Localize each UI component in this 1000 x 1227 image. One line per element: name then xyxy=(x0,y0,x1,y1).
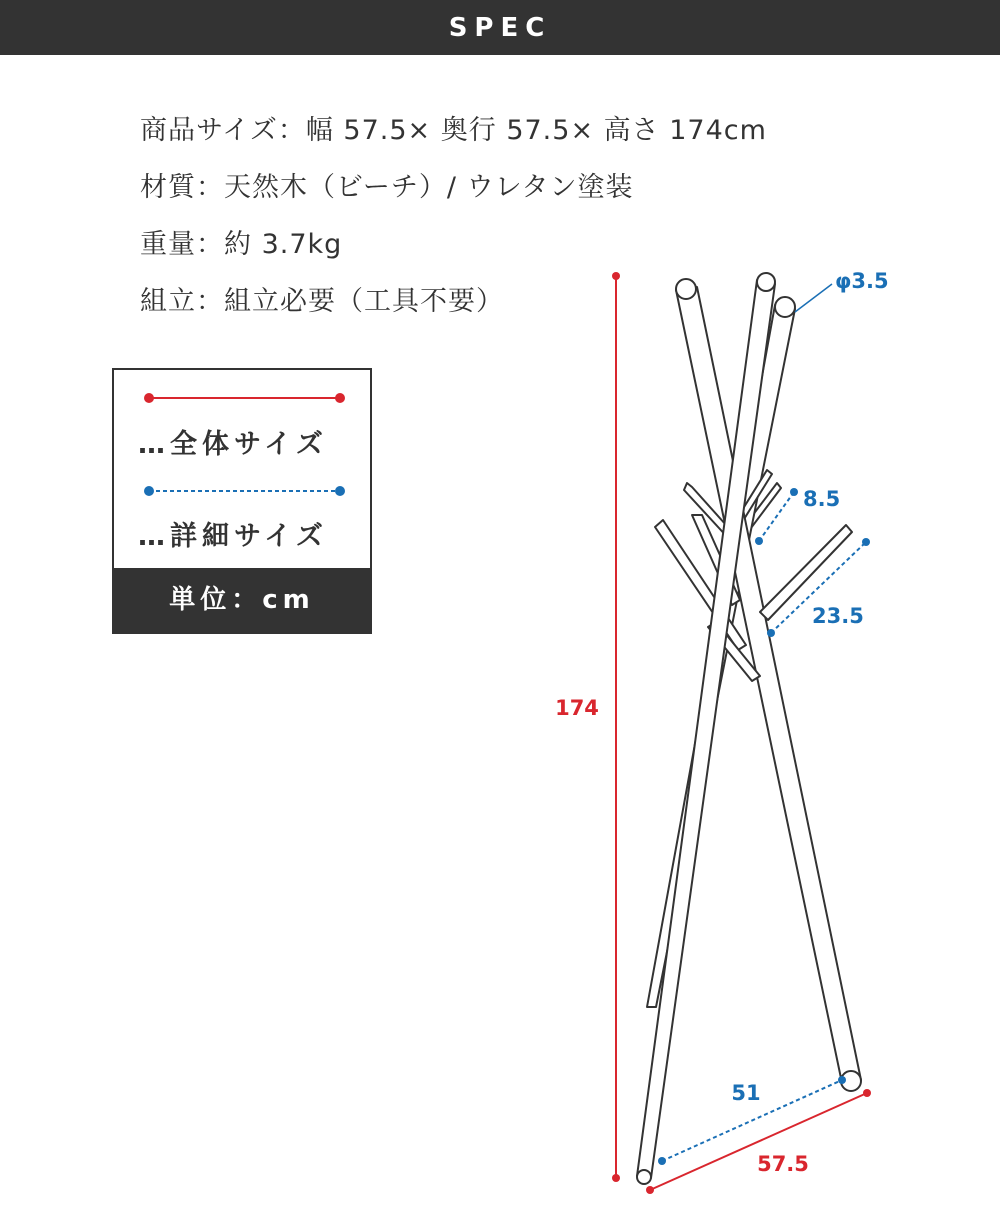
spec-material: 材質：天然木（ビーチ）/ ウレタン塗装 xyxy=(140,172,634,203)
leg-left-top-cap xyxy=(676,279,696,299)
base-overall-value: 57.5 xyxy=(757,1152,809,1176)
leg-back-top-cap xyxy=(775,297,795,317)
height-value: 174 xyxy=(555,696,599,720)
spec-product-size: 商品サイズ：幅 57.5× 奥行 57.5× 高さ 174cm xyxy=(140,115,767,146)
hook-short-start-dot xyxy=(755,537,763,545)
base-overall-start-dot xyxy=(646,1186,654,1194)
section-title: SPEC xyxy=(448,13,552,43)
overall-size-label: …全体サイズ xyxy=(138,429,328,460)
spec-weight: 重量：約 3.7kg xyxy=(140,229,343,260)
base-overall-end-dot xyxy=(863,1089,871,1097)
base-detail-end-dot xyxy=(838,1076,846,1084)
hook-long-value: 23.5 xyxy=(812,604,864,628)
base-detail-start-dot xyxy=(658,1157,666,1165)
spec-assembly: 組立：組立必要（工具不要） xyxy=(140,286,504,317)
height-bottom-dot xyxy=(612,1174,620,1182)
base-detail-value: 51 xyxy=(731,1081,761,1105)
height-top-dot xyxy=(612,272,620,280)
coat-rack-illustration xyxy=(637,273,861,1184)
hook-short-value: 8.5 xyxy=(803,487,841,511)
unit-label: 単位：cm xyxy=(114,568,370,632)
leg-front-foot-cap xyxy=(637,1170,651,1184)
diameter-value: φ3.5 xyxy=(835,269,889,293)
hook-long-end-dot xyxy=(862,538,870,546)
hook-long-start-dot xyxy=(767,629,775,637)
diameter-leader-line xyxy=(795,284,832,312)
leg-front-top-cap xyxy=(757,273,775,291)
hook-short-end-dot xyxy=(790,488,798,496)
detail-size-label: …詳細サイズ xyxy=(138,521,328,552)
